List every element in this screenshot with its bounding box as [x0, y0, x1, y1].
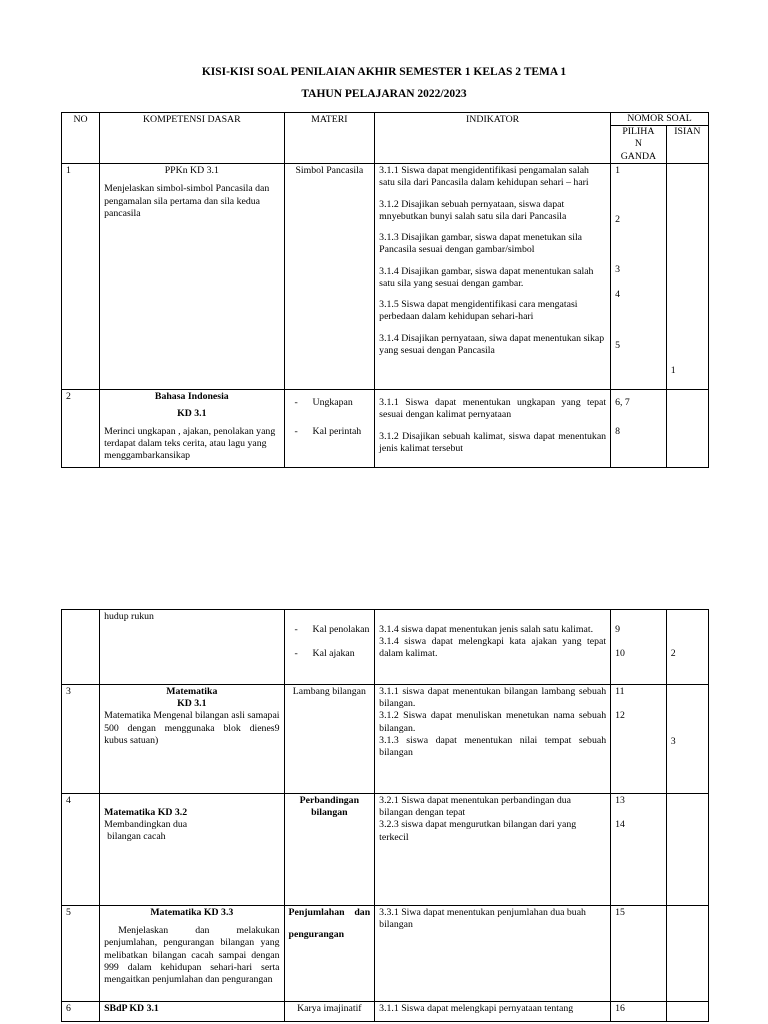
kompetensi-dasar-cell: Matematika KD 3.1 Matematika Mengenal bilangan asli samapai 500 dengan menggunaka blok dienes9 kubus satuan)	[100, 685, 284, 794]
table-row	[62, 1002, 709, 1022]
table-header-row	[62, 113, 709, 126]
isian-cell	[666, 390, 708, 468]
kompetensi-dasar-cell: Matematika KD 3.3 Menjelaskan dan melakukan penjumlahan, pengurangan bilangan yang melibatkan bilangan cacah sampai dengan 999 dalam kehidupan sehari-hari serta mengaitkan penjumlahan dan pengurangan	[100, 906, 284, 1002]
isian-cell	[666, 794, 708, 906]
document-subtitle: TAHUN PELAJARAN 2022/2023	[301, 88, 467, 100]
materi-cell: Karya imajinatif	[284, 1002, 375, 1022]
row-number: 3	[62, 685, 100, 794]
row-number: 6	[62, 1002, 100, 1022]
indikator-cell: 3.3.1 Siwa dapat menentukan penjumlahan dua buah bilangan	[375, 906, 611, 1002]
kompetensi-dasar-cell: Bahasa Indonesia KD 3.1 Merinci ungkapan , ajakan, penolakan yang terdapat dalam teks cerita, atau lagu yang menggambarkansikap	[100, 390, 284, 468]
row-number: 4	[62, 794, 100, 906]
materi-cell: - Ungkapan - Kal perintah	[284, 390, 375, 468]
header-nomor-soal: NOMOR SOAL	[611, 113, 709, 126]
materi-cell: Simbol Pancasila	[284, 164, 375, 390]
kisi-kisi-table-page-2	[61, 609, 709, 1022]
row-number: 5	[62, 906, 100, 1002]
indikator-cell: 3.1.1 Siswa dapat mengidentifikasi pengamalan salah satu sila dari Pancasila dalam kehidupan sehari – hari 3.1.2 Disajikan sebuah pernyataan, siswa dapat mnyebutkan bunyi salah satu sila dari Pancasila 3.1.3 Disajikan gambar, siswa dapat menetukan sila Pancasila sesuai dengan gambar/simbol 3.1.4 Disajikan gambar, siswa dapat menentukan salah satu sila yang sesuai dengan gambar. 3.1.5 Siswa dapat mengidentifikasi cara mengatasi perbedaan dalam kehidupan sehari-hari 3.1.4 Disajikan pernyataan, siwa dapat menentukan sikap yang sesuai dengan Pancasila	[375, 164, 611, 390]
kisi-kisi-table-page-1	[61, 112, 709, 468]
materi-cell: Perbandingan bilangan	[284, 794, 375, 906]
isian-cell: 3	[666, 685, 708, 794]
table-row	[62, 685, 709, 794]
header-indikator: INDIKATOR	[375, 113, 611, 164]
indikator-cell: 3.1.1 Siswa dapat melengkapi pernyataan tentang	[375, 1002, 611, 1022]
pilihan-ganda-cell: 16	[611, 1002, 667, 1022]
document-title: KISI-KISI SOAL PENILAIAN AKHIR SEMESTER 1 KELAS 2 TEMA 1	[201, 66, 567, 78]
table-row	[62, 906, 709, 1002]
pilihan-ganda-cell: 6, 7 8	[611, 390, 667, 468]
header-kompetensi-dasar: KOMPETENSI DASAR	[100, 113, 284, 164]
isian-cell	[666, 1002, 708, 1022]
indikator-cell: 3.2.1 Siswa dapat menentukan perbandingan dua bilangan dengan tepat 3.2.3 siswa dapat mengurutkan bilangan dari yang terkecil	[375, 794, 611, 906]
materi-cell: Lambang bilangan	[284, 685, 375, 794]
kompetensi-dasar-cell: SBdP KD 3.1	[100, 1002, 284, 1022]
table-row	[62, 794, 709, 906]
pilihan-ganda-cell: 9 10	[611, 610, 667, 685]
kompetensi-dasar-cell: Matematika KD 3.2 Membandingkan dua bilangan cacah	[100, 794, 284, 906]
pilihan-ganda-cell: 1 2 3 4 5	[611, 164, 667, 390]
kompetensi-dasar-cell: hudup rukun	[100, 610, 284, 685]
row-number	[62, 610, 100, 685]
row-number: 1	[62, 164, 100, 390]
header-materi: MATERI	[284, 113, 375, 164]
materi-cell: Penjumlahan dan pengurangan	[284, 906, 375, 1002]
header-pilihan-ganda: PILIHA N GANDA	[611, 126, 667, 164]
indikator-cell: 3.1.1 Siswa dapat menentukan ungkapan yang tepat sesuai dengan kalimat pernyataan 3.1.2 Disajikan sebuah kalimat, siswa dapat menentukan jenis kalimat tersebut	[375, 390, 611, 468]
pilihan-ganda-cell: 15	[611, 906, 667, 1002]
row-number: 2	[62, 390, 100, 468]
pilihan-ganda-cell: 13 14	[611, 794, 667, 906]
header-isian: ISIAN	[666, 126, 708, 164]
pilihan-ganda-cell: 11 12	[611, 685, 667, 794]
table-row	[62, 164, 709, 390]
kompetensi-dasar-cell: PPKn KD 3.1 Menjelaskan simbol-simbol Pancasila dan pengamalan sila pertama dan sila kedua pancasila	[100, 164, 284, 390]
indikator-cell: 3.1.1 siswa dapat menentukan bilangan lambang sebuah bilangan. 3.1.2 Siswa dapat menuliskan menetukan nama sebuah bilangan. 3.1.3 siswa dapat menentukan nilai tempat sebuah bilangan	[375, 685, 611, 794]
table-row	[62, 610, 709, 685]
header-no: NO	[62, 113, 100, 164]
materi-cell: - Kal penolakan - Kal ajakan	[284, 610, 375, 685]
isian-cell	[666, 906, 708, 1002]
table-row	[62, 390, 709, 468]
indikator-cell: 3.1.4 siswa dapat menentukan jenis salah satu kalimat. 3.1.4 siswa dapat melengkapi kata ajakan yang tepat dalam kalimat.	[375, 610, 611, 685]
isian-cell: 2	[666, 610, 708, 685]
isian-cell: 1	[666, 164, 708, 390]
